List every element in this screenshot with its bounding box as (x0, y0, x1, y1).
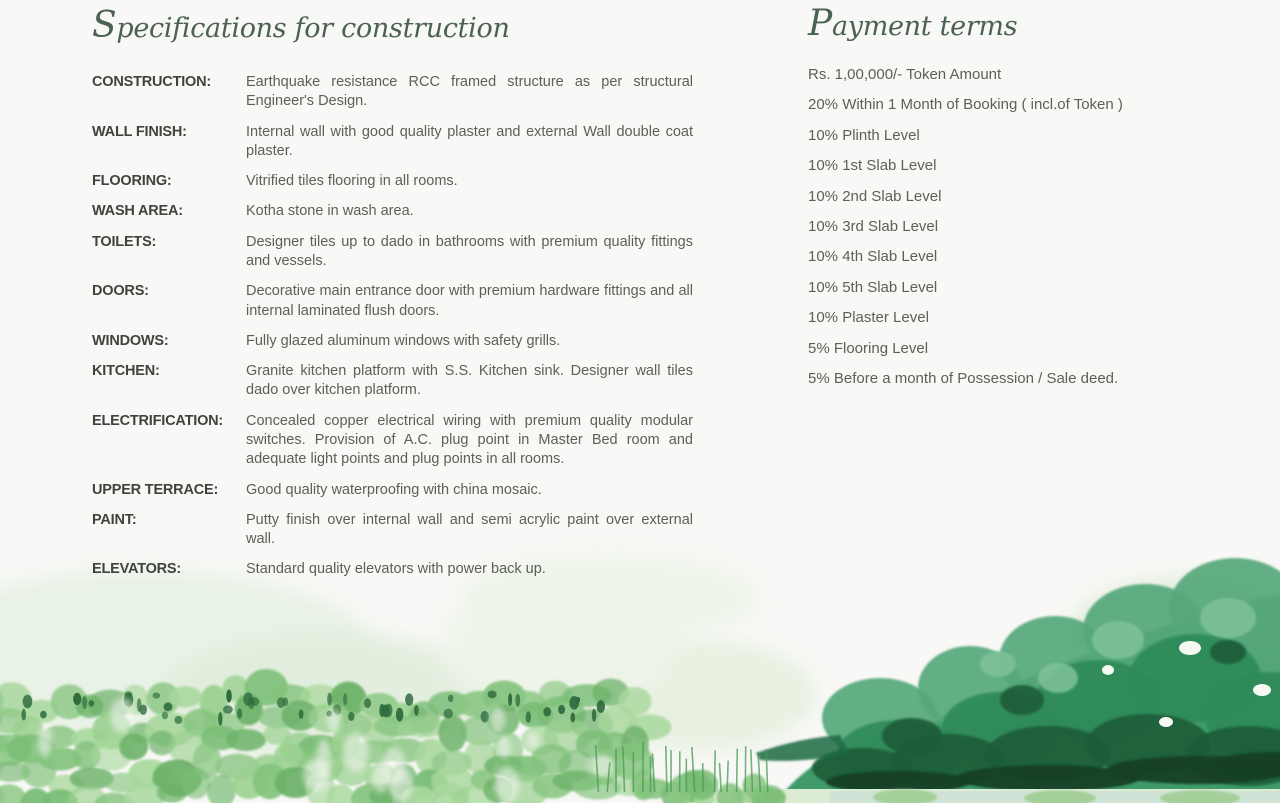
spec-value: Granite kitchen platform with S.S. Kitchen sink. Designer wall tiles dado over kitchen platform. (246, 363, 693, 399)
spec-value: Internal wall with good quality plaster and external Wall double coat plaster. (246, 123, 693, 160)
spec-value: Designer tiles up to dado in bathrooms with premium quality fittings and vessels. (246, 233, 693, 270)
spec-value: Good quality waterproofing with china mosaic. (246, 481, 542, 498)
spec-label: ELECTRIFICATION: (92, 412, 224, 429)
payment-terms-section (808, 4, 1238, 400)
payment-line: 20% Within 1 Month of Booking ( incl.of Token ) (808, 96, 1123, 114)
payment-line: 10% 3rd Slab Level (808, 217, 939, 235)
spec-row (92, 282, 697, 321)
payment-line: 10% 4th Slab Level (808, 248, 938, 266)
spec-label: WALL FINISH: (92, 123, 187, 140)
specifications-section (92, 6, 697, 591)
spec-label: UPPER TERRACE: (92, 481, 219, 498)
spec-value: Concealed copper electrical wiring with premium quality modular switches. Provision of A.C. plug point in Master Bed room and adequate light points and plug points in all rooms. (246, 412, 693, 468)
spec-value: Standard quality elevators with power back up. (246, 561, 546, 578)
spec-label: CONSTRUCTION: (92, 74, 212, 90)
payment-line: 10% 2nd Slab Level (808, 187, 942, 205)
spec-label: DOORS: (92, 283, 149, 300)
spec-row (92, 202, 697, 221)
payment-terms-title: Payment terms (808, 3, 1018, 44)
spec-value: Earthquake resistance RCC framed structure as per structural Engineer's Design. (246, 74, 693, 110)
spec-label: ELEVATORS: (92, 561, 182, 578)
spec-row (92, 332, 697, 351)
spec-row (92, 362, 697, 401)
payment-line: 5% Before a month of Possession / Sale deed. (808, 369, 1119, 387)
spec-row (92, 412, 697, 470)
payment-terms-list (808, 66, 1238, 387)
spec-value: Putty finish over internal wall and semi acrylic paint over external wall. (246, 511, 693, 548)
specifications-title: Specifications for construction (92, 5, 510, 46)
spec-label: WINDOWS: (92, 332, 169, 349)
spec-row (92, 560, 697, 579)
spec-value: Fully glazed aluminum windows with safety grills. (246, 332, 561, 349)
spec-row (92, 73, 697, 112)
payment-line: 10% 1st Slab Level (808, 157, 937, 175)
spec-value: Kotha stone in wash area. (246, 203, 414, 220)
payment-line: 10% Plaster Level (808, 309, 929, 327)
spec-row (92, 481, 697, 500)
spec-row (92, 233, 697, 272)
spec-row (92, 511, 697, 550)
spec-label: PAINT: (92, 511, 137, 528)
spec-label: TOILETS: (92, 233, 157, 250)
spec-row (92, 123, 697, 162)
spec-row (92, 172, 697, 191)
spec-label: KITCHEN: (92, 363, 160, 380)
spec-label: WASH AREA: (92, 203, 183, 220)
spec-value: Decorative main entrance door with premium hardware fittings and all internal laminated flush doors. (246, 283, 693, 319)
payment-line: 10% 5th Slab Level (808, 278, 938, 296)
specifications-list (92, 73, 697, 580)
spec-label: FLOORING: (92, 173, 172, 190)
payment-line: 5% Flooring Level (808, 339, 929, 357)
payment-line: Rs. 1,00,000/- Token Amount (808, 66, 1002, 83)
spec-value: Vitrified tiles flooring in all rooms. (246, 173, 458, 190)
payment-line: 10% Plinth Level (808, 126, 920, 144)
